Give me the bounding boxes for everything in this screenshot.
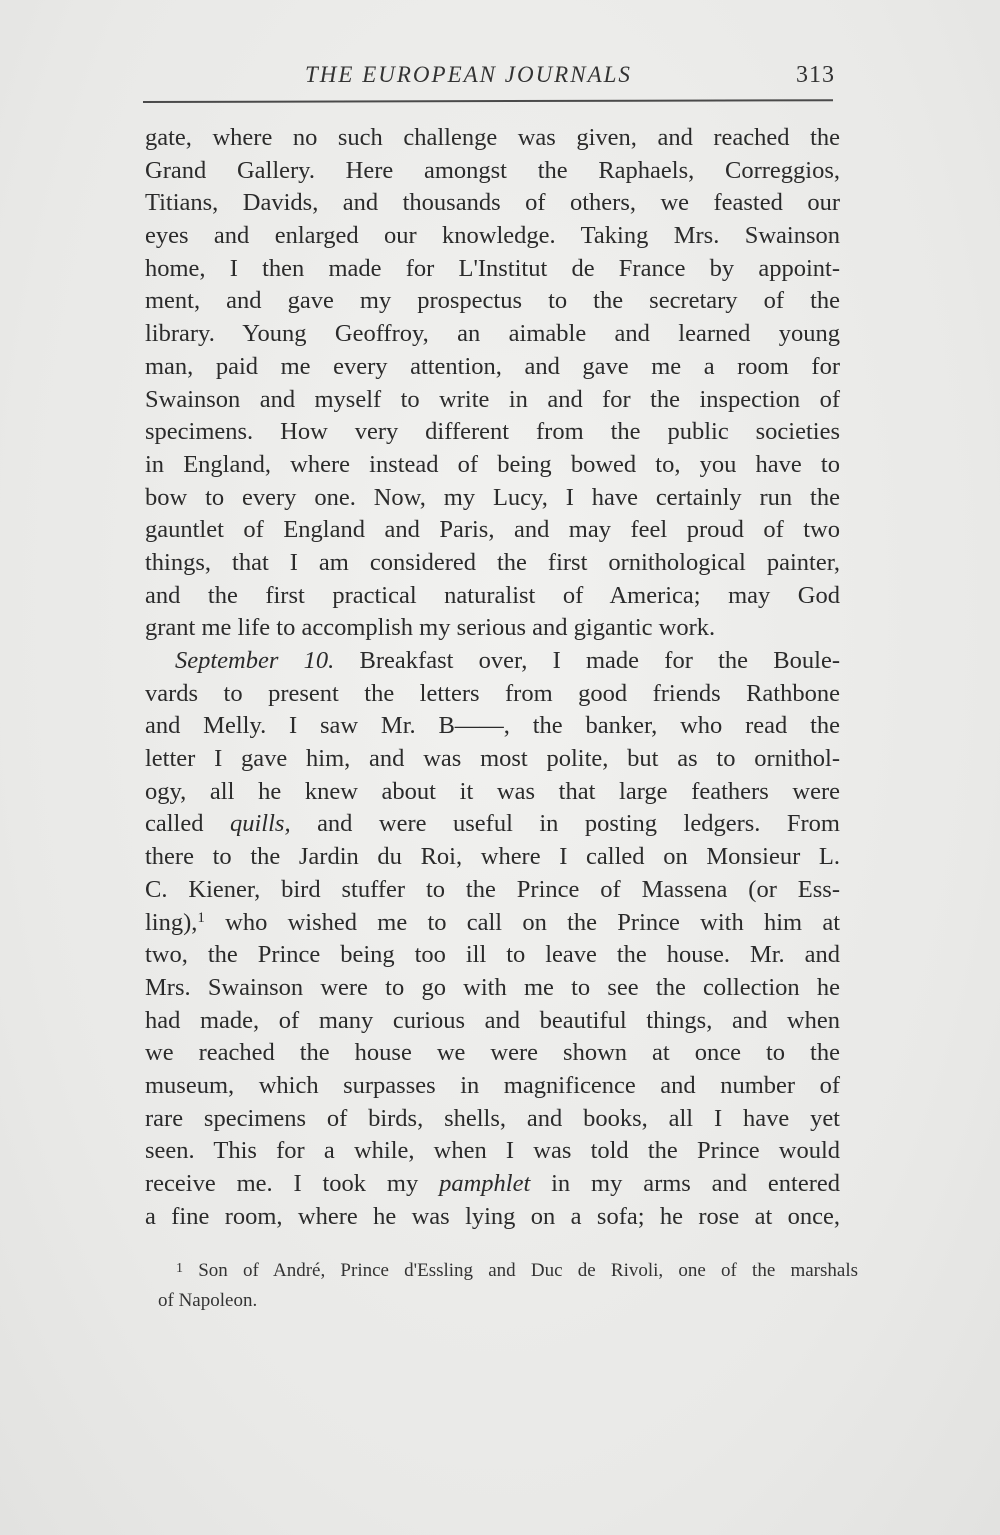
text-span: who wished me to call on the Prince with him at (204, 908, 840, 936)
text-line: grant me life to accomplish my serious and gigantic work. (145, 614, 716, 642)
text-line-pamphlet (145, 1168, 840, 1201)
text-line: and Melly. I saw Mr. B——, the banker, who read the (145, 712, 840, 740)
italic-word: pamphlet (439, 1170, 531, 1197)
text-line: bow to every one. Now, my Lucy, I have certainly run the (145, 483, 840, 511)
text-line: two, the Prince being too ill to leave the house. Mr. and (145, 941, 840, 969)
header-rule (143, 99, 833, 103)
text-line-footnote-ref (145, 907, 840, 940)
text-line: Grand Gallery. Here amongst the Raphaels, Correggios, (145, 156, 840, 184)
text-line: ment, and gave my prospectus to the secretary of the (145, 287, 840, 315)
text-span: ling), (145, 908, 198, 936)
text-line: museum, which surpasses in magnificence and number of (145, 1071, 840, 1099)
footnote-text: Son of André, Prince d'Essling and Duc de Rivoli, one of the marshals (198, 1260, 858, 1281)
text-line: eyes and enlarged our knowledge. Taking Mrs. Swainson (145, 222, 840, 250)
text-line-quills (145, 808, 840, 841)
text-line: Swainson and myself to write in and for the inspection of (145, 385, 840, 413)
text-line: seen. This for a while, when I was told the Prince would (145, 1137, 840, 1165)
text-line: C. Kiener, bird stuffer to the Prince of Massena (or Ess- (145, 875, 840, 903)
text-line: letter I gave him, and was most polite, but as to ornithol- (145, 745, 840, 773)
footnote-line (158, 1254, 858, 1286)
text-line: and the first practical naturalist of America; may God (145, 581, 840, 609)
text-line: there to the Jardin du Roi, where I called on Monsieur L. (145, 843, 840, 871)
text-line: vards to present the letters from good friends Rathbone (145, 679, 840, 707)
running-head (145, 62, 835, 98)
text-line: a fine room, where he was lying on a sofa; he rose at once, (145, 1202, 840, 1230)
text-line: ogy, all he knew about it was that large feathers were (145, 777, 840, 805)
footnote (158, 1254, 858, 1316)
text-line: gauntlet of England and Paris, and may feel proud of two (145, 516, 840, 544)
text-span: and were useful in posting ledgers. From (290, 810, 840, 838)
text-line: in England, where instead of being bowed to, you have to (145, 450, 840, 478)
date-heading: September 10. (175, 647, 335, 674)
footnote-marker: 1 (176, 1261, 183, 1276)
running-title: THE EUROPEAN JOURNALS (305, 62, 632, 87)
text-line-dated (145, 645, 840, 678)
text-line: we reached the house we were shown at once to the (145, 1039, 840, 1067)
footnote-reference: 1 (197, 909, 205, 926)
text-line: Mrs. Swainson were to go with me to see the collection he (145, 973, 840, 1001)
italic-word: quills, (229, 810, 291, 838)
footnote-line: of Napoleon. (158, 1290, 258, 1311)
text-line: things, that I am considered the first ornithological painter, (145, 548, 840, 576)
text-span: receive me. I took my (145, 1170, 440, 1197)
text-span: in my arms and entered (530, 1170, 840, 1197)
text-line: rare specimens of birds, shells, and books, all I have yet (145, 1104, 840, 1132)
text-line: Titians, Davids, and thousands of others, we feasted our (145, 189, 840, 217)
text-line: home, I then made for L'Institut de France by appoint- (145, 254, 840, 282)
text-line: specimens. How very different from the public societies (145, 418, 840, 446)
text-span: Breakfast over, I made for the Boule- (334, 647, 840, 674)
text-line: library. Young Geoffroy, an aimable and learned young (145, 320, 840, 348)
text-line: had made, of many curious and beautiful things, and when (145, 1006, 840, 1034)
page-number: 313 (796, 62, 835, 88)
text-line: gate, where no such challenge was given, and reached the (145, 124, 840, 151)
body-text (145, 122, 840, 1233)
text-line: man, paid me every attention, and gave me a room for (145, 352, 840, 380)
text-span: called (145, 810, 230, 838)
